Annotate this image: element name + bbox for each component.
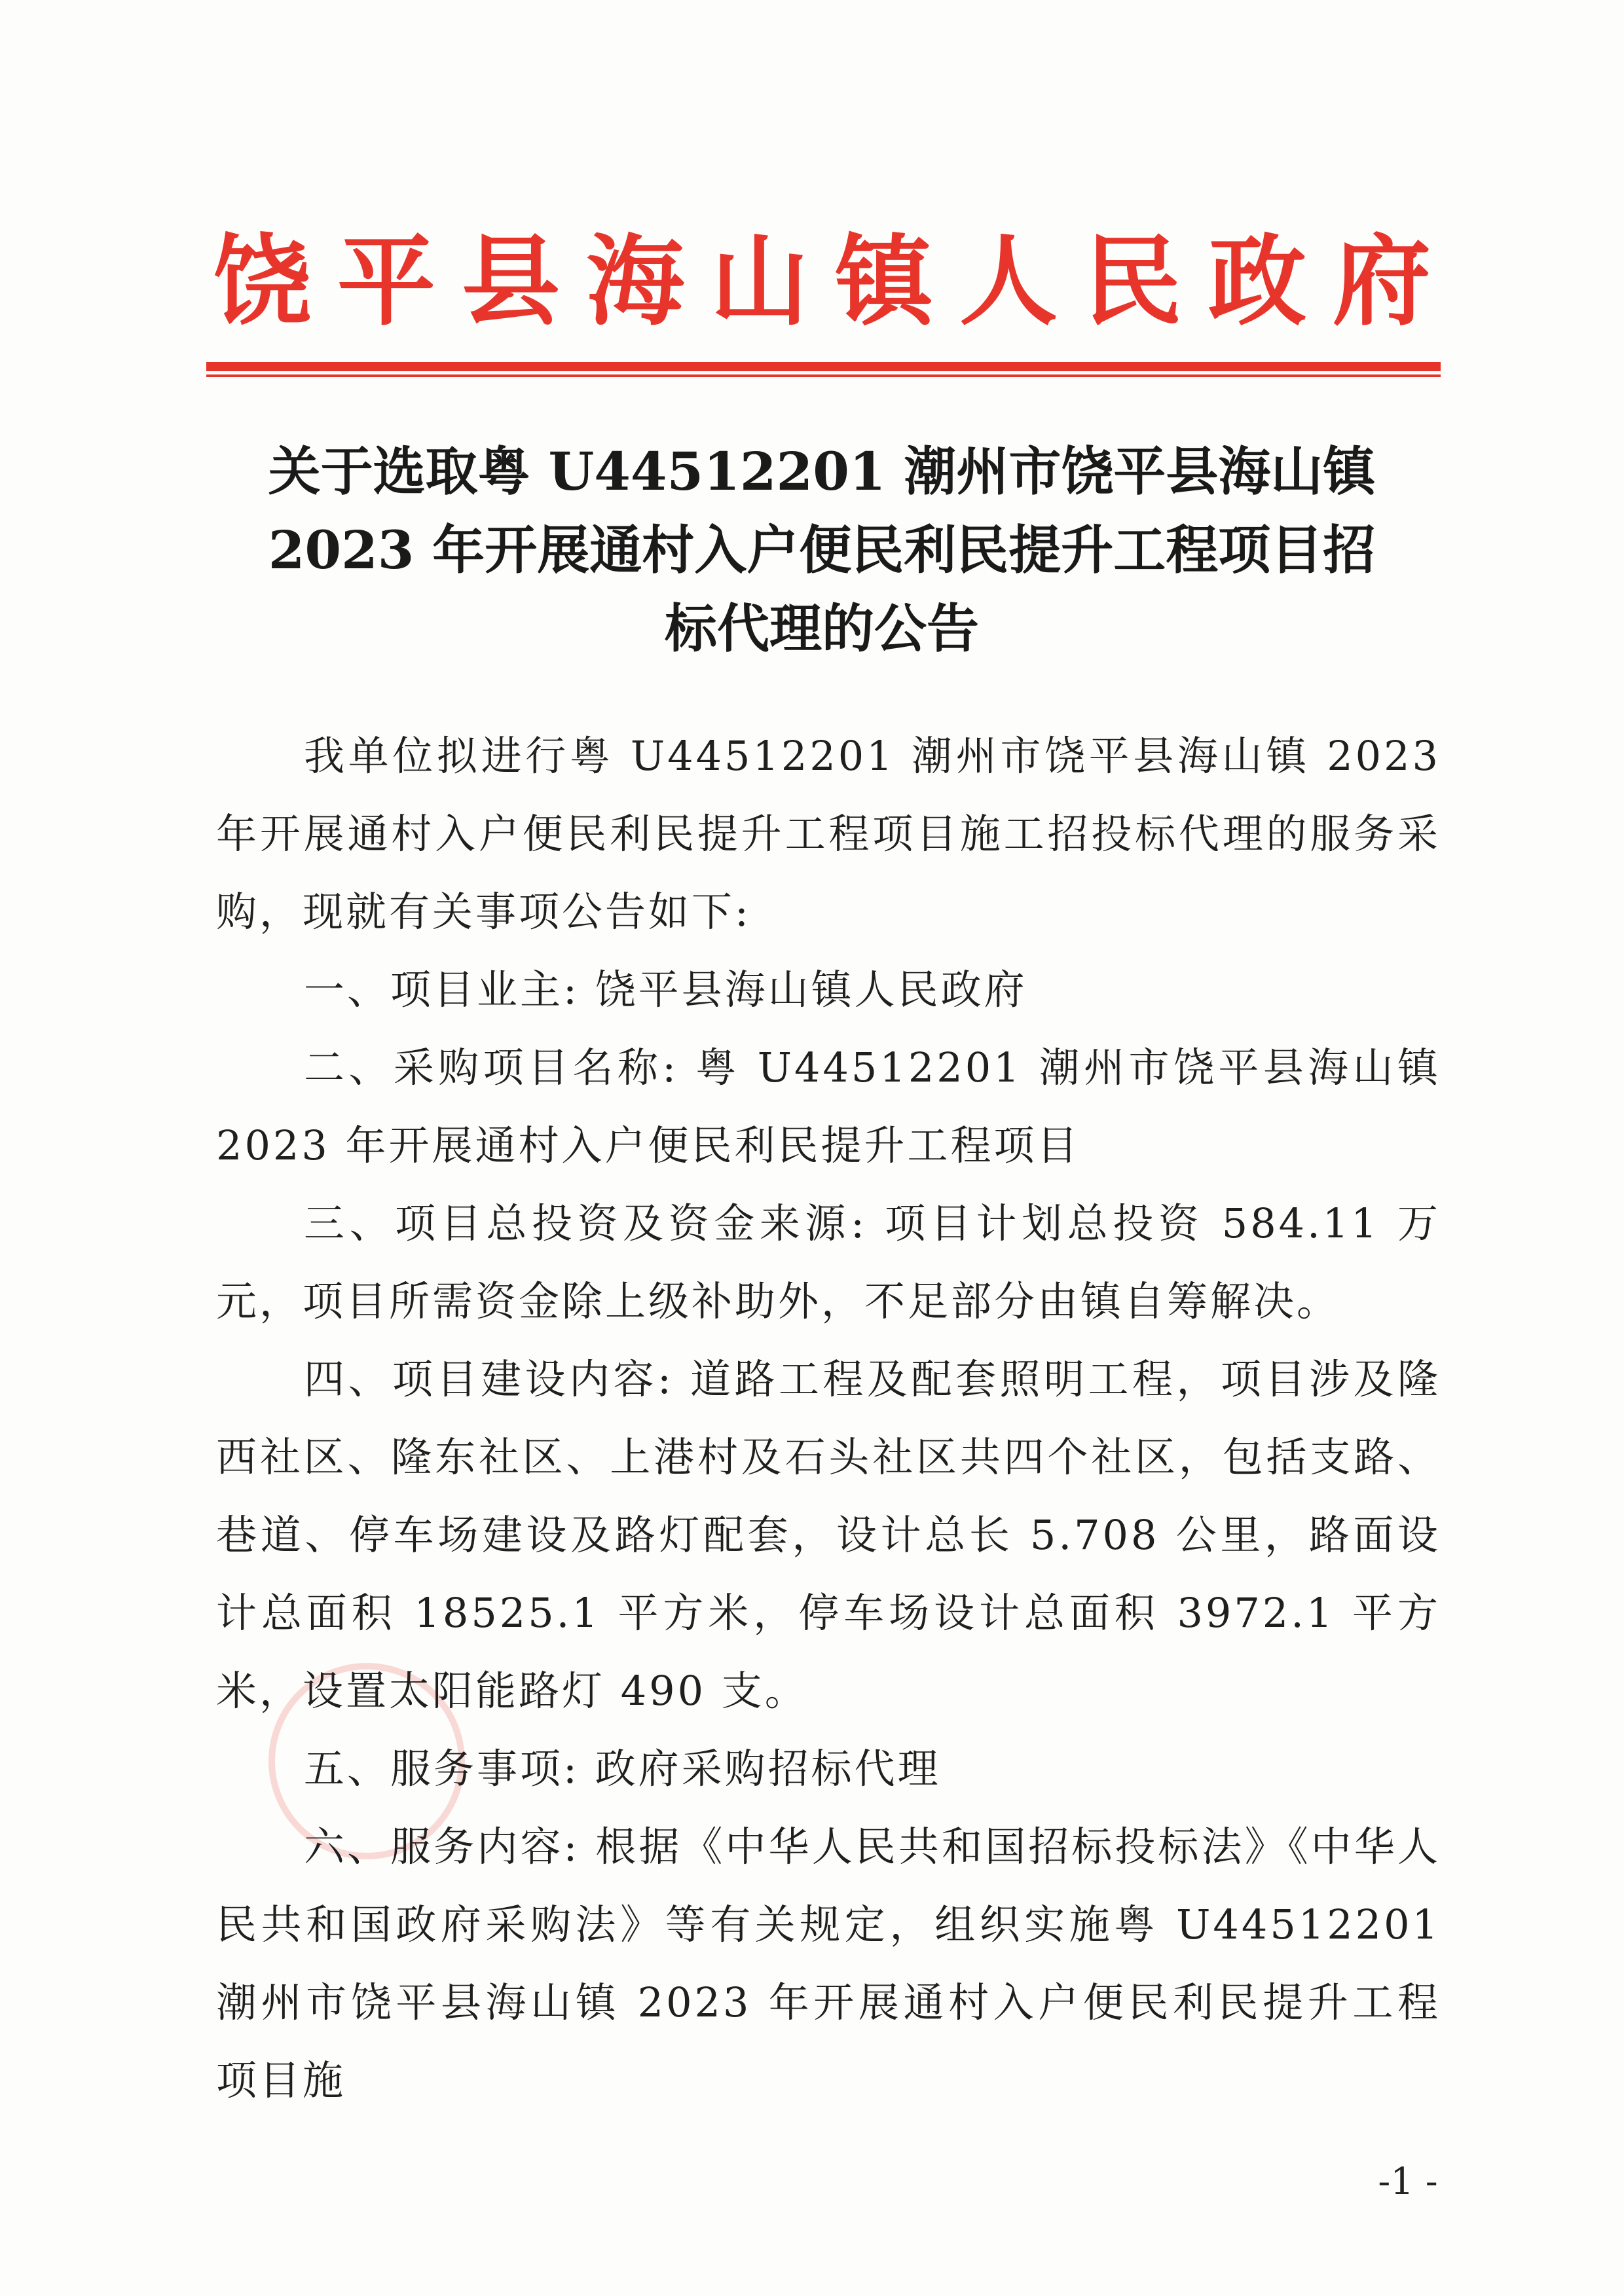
masthead-char: 民 [1083, 224, 1182, 339]
intro-paragraph: 我单位拟进行粤 U44512201 潮州市饶平县海山镇 2023 年开展通村入户便民利民提升工程项目施工招投标代理的服务采购，现就有关事项公告如下: [216, 732, 1441, 936]
item-construction-content: 四、项目建设内容: 道路工程及配套照明工程，项目涉及隆西社区、隆东社区、上港村及石头社区共四个社区，包括支路、巷道、停车场建设及路灯配套，设计总长 5.708 公里，路面设计总面积 18525.1 平方米，停车场设计总面积 3972.1 平方米，设置太阳能路灯 490 支。 [216, 1355, 1441, 1715]
item-service-matter: 五、服务事项: 政府采购招标代理 [304, 1745, 941, 1793]
masthead-char: 镇 [834, 224, 933, 339]
document-title [203, 432, 1441, 668]
masthead-divider-thin [206, 374, 1441, 377]
item-project-name: 二、采购项目名称: 粤 U44512201 潮州市饶平县海山镇 2023 年开展通村入户便民利民提升工程项目 [216, 1044, 1441, 1169]
masthead-char: 饶 [212, 224, 311, 339]
document-body [216, 717, 1441, 2119]
page-number: -1 - [1378, 2160, 1438, 2203]
title-line-3: 标代理的公告 [665, 598, 979, 659]
title-line-1: 关于选取粤 U44512201 潮州市饶平县海山镇 [268, 441, 1376, 502]
item-project-owner: 一、项目业主: 饶平县海山镇人民政府 [304, 966, 1027, 1013]
title-line-2: 2023 年开展通村入户便民利民提升工程项目招 [268, 519, 1376, 581]
masthead-divider [206, 362, 1441, 371]
masthead-char: 政 [1208, 224, 1306, 339]
masthead-char: 府 [1332, 224, 1431, 339]
item-service-content: 六、服务内容: 根据《中华人民共和国招标投标法》《中华人民共和国政府采购法》等有关规定，组织实施粤 U44512201 潮州市饶平县海山镇 2023 年开展通村入户便民利民提升工程项目施 [216, 1823, 1441, 2104]
masthead-char: 山 [710, 224, 809, 339]
masthead-char: 人 [959, 224, 1058, 339]
masthead-char: 平 [337, 224, 435, 339]
masthead-char: 县 [461, 224, 560, 339]
item-investment: 三、项目总投资及资金来源: 项目计划总投资 584.11 万元，项目所需资金除上级补助外，不足部分由镇自筹解决。 [216, 1199, 1441, 1325]
masthead-char: 海 [585, 224, 684, 339]
masthead-org-name [203, 224, 1441, 339]
